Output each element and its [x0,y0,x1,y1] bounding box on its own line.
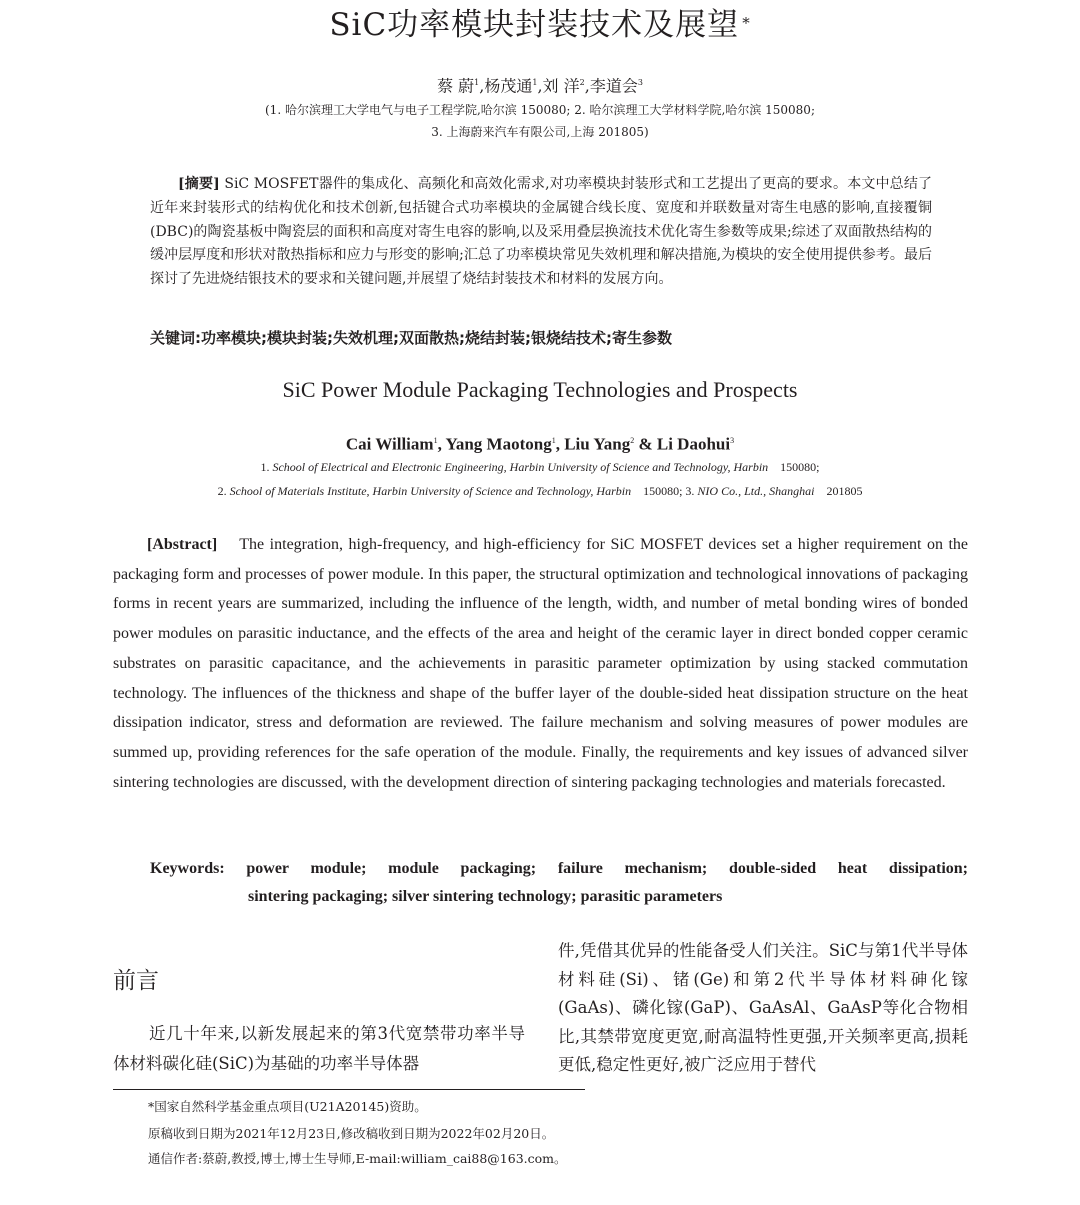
affiliation-postcode: 150080; [780,460,820,474]
author-affiliation-mark: 2 [630,436,635,445]
author-affiliation-mark: 1 [532,78,538,87]
author-affiliation-mark: 2 [579,78,585,87]
author-name: 李道会 [589,76,638,96]
english-keywords [150,855,968,911]
affiliation-name: NIO Co., Ltd., Shanghai [697,484,815,498]
english-abstract-label: [Abstract] [147,536,218,553]
chinese-keywords [150,326,932,350]
english-keywords-text-1: power module; module packaging; failure mechanism; double-sided heat dissipation; [246,860,969,877]
author-affiliation-mark: 1 [551,436,556,445]
chinese-title-text: SiC功率模块封装技术及展望 [329,7,740,43]
author-separator: , [437,434,446,454]
affiliation-name: School of Materials Institute, Harbin University of Science and Technology, Harbin [229,484,632,498]
author-name: 杨茂通 [484,76,533,96]
footnote-funding: *国家自然科学基金重点项目(U21A20145)资助。 [148,1099,427,1114]
intro-paragraph-left: 近几十年来,以新发展起来的第3代宽禁带功率半导体材料碳化硅(SiC)为基础的功率半导体器 [113,1024,525,1073]
chinese-authors [0,70,1080,99]
chinese-title [0,2,1080,48]
affiliation-number: 1. [260,460,270,474]
section-heading: 前言 [113,968,159,994]
author-separator: , [555,434,565,454]
title-footnote-mark: * [742,14,751,32]
chinese-abstract-label: [摘要] [178,176,220,192]
footnote-dates: 原稿收到日期为2021年12月23日,修改稿收到日期为2022年02月20日。 [148,1126,555,1141]
author-name: Liu Yang [564,434,631,454]
author-separator: , [479,76,485,96]
english-affiliation-line-2 [0,482,1080,500]
footnote-contact: 通信作者:蔡蔚,教授,博士,博士生导师,E-mail:william_cai88@163.com。 [148,1151,567,1166]
chinese-keywords-text: 功率模块;模块封装;失效机理;双面散热;烧结封装;银烧结技术;寄生参数 [201,329,672,347]
english-title: SiC Power Module Packaging Technologies and Prospects [282,377,798,402]
chinese-keywords-label: 关键词: [150,329,201,347]
english-abstract-text: The integration, high-frequency, and high-efficiency for SiC MOSFET devices set a higher requirement on the packaging form and processes of power module. In this paper, the structural optimization and technological innovations of packaging forms in recent years are summarized, including the influence of the length, width, and number of metal bonding wires of bonded power modules on parasitic inductance, and the effects of the area and height of the ceramic layer in direct bonded copper ceramic substrates on parasitic capacitance, and the achievements in parasitic parameter optimization by using stacked commutation technology. The influences of the thickness and shape of the buffer layer of the double-sided heat dissipation structure on the heat dissipation indicator, stress and deformation are reviewed. The failure mechanism and solving measures of power modules are summed up, providing references for the safe operation of the module. Finally, the requirements and key issues of advanced silver sintering technologies are discussed, with the development direction of sintering packaging technologies and materials forecasted. [113,536,969,791]
author-separator: , [537,76,543,96]
author-affiliation-mark: 1 [474,78,480,87]
author-name: Cai William [345,434,434,454]
affiliation-postcode: 201805 [826,484,863,498]
author-name: 刘 洋 [542,76,580,96]
chinese-abstract-text: SiC MOSFET器件的集成化、高频化和高效化需求,对功率模块封装形式和工艺提出了更高的要求。本文中总结了近年来封装形式的结构优化和技术创新,包括键合式功率模块的金属键合线长度、宽度和并联数量对寄生电感的影响,直接覆铜(DBC)的陶瓷基板中陶瓷层的面积和高度对寄生电容的影响,以及采用叠层换流技术优化寄生参数等成果;综述了双面散热结构的缓冲层厚度和形状对散热指标和应力与形变的影响;汇总了功率模块常见失效机理和解决措施,为模块的安全使用提供参考。最后探讨了先进烧结银技术的要求和关键问题,并展望了烧结封装技术和材料的发展方向。 [150,176,933,288]
chinese-abstract [150,173,932,292]
english-affiliation-line-1 [0,458,1080,476]
affiliation-number: 3. [685,484,695,498]
footnote-divider [113,1089,585,1090]
author-separator: , [584,76,590,96]
affiliation-name: School of Electrical and Electronic Engineering, Harbin University of Science and Technology, Harbin [272,460,769,474]
author-affiliation-mark: 1 [433,436,438,445]
affiliation-postcode: 150080; [643,484,683,498]
english-abstract [113,530,968,797]
english-keywords-line-1 [150,855,968,883]
author-affiliation-mark: 3 [730,436,735,445]
english-keywords-label: Keywords: [150,860,225,877]
intro-paragraph-right: 件,凭借其优异的性能备受人们关注。SiC与第1代半导体材料硅(Si)、锗(Ge)和第2代半导体材料砷化镓(GaAs)、磷化镓(GaP)、GaAsAl、GaAsP等化合物相比,其禁带宽度更宽,耐高温特性更强,开关频率更高,损耗更低,稳定性更好,被广泛应用于替代 [558,941,968,1074]
author-name: Yang Maotong [445,434,552,454]
author-name: Li Daohui [656,434,731,454]
affiliation-number: 2. [217,484,227,498]
chinese-affiliation-line-1: (1. 哈尔滨理工大学电气与电子工程学院,哈尔滨 150080; 2. 哈尔滨理工大学材料学院,哈尔滨 150080; [265,103,815,117]
english-keywords-text-2: sintering packaging; silver sintering technology; parasitic parameters [248,888,723,905]
author-affiliation-mark: 3 [637,78,643,87]
chinese-affiliation-line-2: 3. 上海蔚来汽车有限公司,上海 201805) [431,125,649,139]
author-name: 蔡 蔚 [437,76,475,96]
english-authors [0,428,1080,458]
author-separator: & [634,434,657,454]
